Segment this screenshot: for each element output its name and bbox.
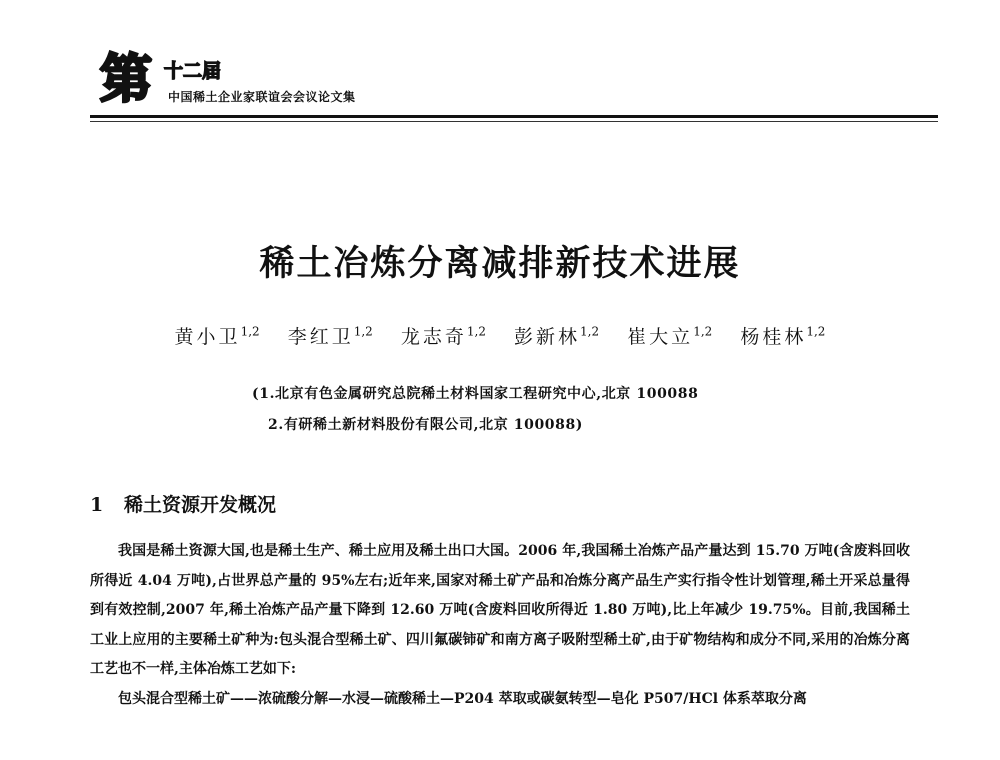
affiliation-2: 2.有研稀土新材料股份有限公司,北京 100088): [268, 417, 584, 433]
author-affiliation-mark: 1,2: [693, 324, 713, 339]
author-name: 龙志奇: [400, 326, 467, 348]
author-name: 崔大立: [627, 326, 694, 348]
author-name: 李红卫: [287, 326, 354, 348]
author: [627, 322, 712, 349]
paragraph: 我国是稀土资源大国,也是稀土生产、稀土应用及稀土出口大国。2006 年,我国稀土冶炼产品产量达到 15.70 万吨(含废料回收所得近 4.04 万吨),占世界总产量的 95%左右;近年来,国家对稀土矿产品和冶炼分离产品生产实行指令性计划管理,稀土开采总量得到有效控制,2007 年,稀土冶炼产品产量下降到 12.60 万吨(含废料回收所得近 1.80 万吨),比上年减少 19.75%。目前,我国稀土工业上应用的主要稀土矿种为:包头混合型稀土矿、四川氟碳铈矿和南方离子吸附型稀土矿,由于矿物结构和成分不同,采用的冶炼分离工艺也不一样,主体冶炼工艺如下:: [90, 543, 910, 677]
edition-label: 十二届: [164, 60, 222, 82]
author-name: 杨桂林: [740, 326, 807, 348]
author-affiliation-mark: 1,2: [353, 324, 373, 339]
paragraph: 包头混合型稀土矿——浓硫酸分解—水浸—硫酸稀土—P204 萃取或碳氨转型—皂化 P507/HCl 体系萃取分离: [118, 690, 807, 707]
author: [514, 322, 599, 349]
paper-title: 稀土冶炼分离减排新技术进展: [259, 244, 741, 284]
logo-big-character: 第: [100, 50, 153, 110]
author-affiliation-mark: 1,2: [580, 324, 600, 339]
affiliation-1: (1.北京有色金属研究总院稀土材料国家工程研究中心,北京 100088: [252, 386, 699, 402]
author: [288, 322, 373, 349]
author-name: 彭新林: [514, 326, 581, 348]
author-affiliation-mark: 1,2: [466, 324, 486, 339]
series-title: 中国稀土企业家联谊会会议论文集: [168, 90, 356, 104]
header-rule-thin: [90, 121, 938, 122]
section-body: [90, 537, 910, 714]
header-rule-thick: [90, 115, 938, 118]
author: [401, 322, 486, 349]
author-name: 黄小卫: [174, 326, 241, 348]
author-affiliation-mark: 1,2: [806, 324, 826, 339]
section-heading: [90, 490, 276, 517]
author-list: [0, 322, 1000, 349]
author: [740, 322, 825, 349]
author: [175, 322, 260, 349]
section-title: 稀土资源开发概况: [124, 494, 277, 516]
author-affiliation-mark: 1,2: [240, 324, 260, 339]
section-number: 1: [90, 494, 104, 516]
